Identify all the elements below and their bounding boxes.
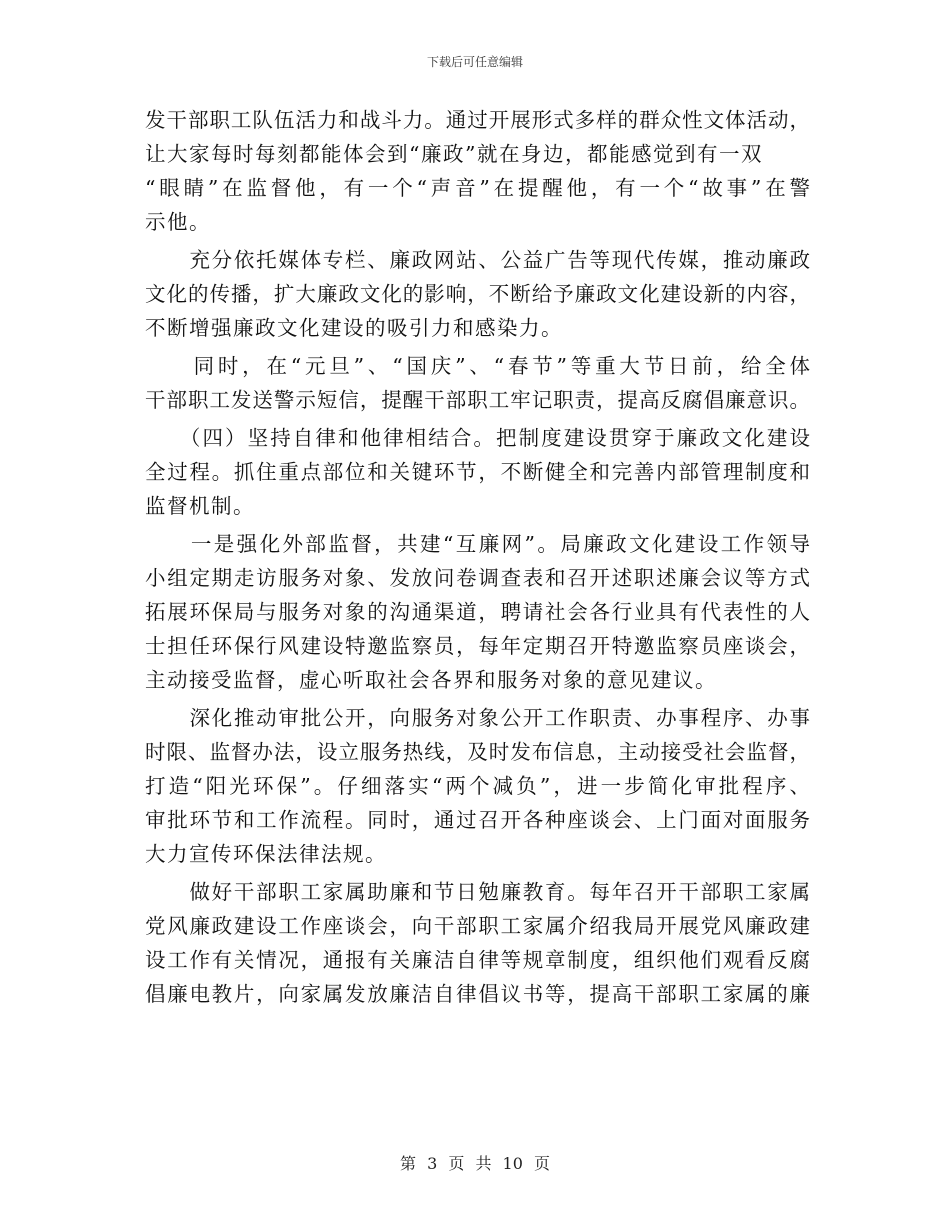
text-line: 时限、监督办法，设立服务热线，及时发布信息，主动接受社会监督， [145, 740, 810, 764]
text-line: 一是强化外部监督，共建“互廉网”。局廉政文化建设工作领导 [145, 532, 810, 556]
text-line: 审批环节和工作流程。同时，通过召开各种座谈会、上门面对面服务 [145, 808, 810, 832]
text-line: 党风廉政建设工作座谈会，向干部职工家属介绍我局开展党风廉政建 [145, 914, 810, 938]
text-line: 监督机制。 [145, 494, 255, 518]
text-line: 发干部职工队伍活力和战斗力。通过开展形式多样的群众性文体活动， [145, 108, 810, 132]
text-line: 示他。 [145, 210, 211, 234]
text-line: 充分依托媒体专栏、廉政网站、公益广告等现代传媒，推动廉政 [145, 248, 810, 272]
text-line: 士担任环保行风建设特邀监察员，每年定期召开特邀监察员座谈会， [145, 634, 810, 658]
text-line: 文化的传播，扩大廉政文化的影响，不断给予廉政文化建设新的内容， [145, 282, 810, 306]
text-line: 小组定期走访服务对象、发放问卷调查表和召开述职述廉会议等方式 [145, 566, 810, 590]
paragraph [145, 243, 810, 345]
text-line: 让大家每时每刻都能体会到“廉政”就在身边，都能感觉到有一双 [145, 142, 763, 166]
paragraph [145, 349, 810, 417]
text-line: 主动接受监督，虚心听取社会各界和服务对象的意见建议。 [145, 668, 717, 692]
text-line: 做好干部职工家属助廉和节日勉廉教育。每年召开干部职工家属 [145, 880, 810, 904]
text-line: 倡廉电教片，向家属发放廉洁自律倡议书等，提高干部职工家属的廉 [145, 982, 810, 1006]
paragraph [145, 421, 810, 523]
text-line: 打造“阳光环保”。仔细落实“两个减负”，进一步简化审批程序、 [145, 774, 810, 798]
text-line: 设工作有关情况，通报有关廉洁自律等规章制度，组织他们观看反腐 [145, 948, 810, 972]
text-line: 拓展环保局与服务对象的沟通渠道，聘请社会各行业具有代表性的人 [145, 600, 810, 624]
page-header: 下载后可任意编辑 [426, 55, 523, 69]
text-line: 大力宣传环保法律法规。 [145, 842, 387, 866]
text-line: 全过程。抓住重点部位和关键环节，不断健全和完善内部管理制度和 [145, 460, 810, 484]
document-body [145, 103, 810, 1011]
text-line: 不断增强廉政文化建设的吸引力和感染力。 [145, 316, 563, 340]
text-line: 干部职工发送警示短信，提醒干部职工牢记职责，提高反腐倡廉意识。 [145, 388, 810, 412]
text-line: “眼睛”在监督他，有一个“声音”在提醒他，有一个“故事”在警 [145, 176, 810, 200]
text-line: 深化推动审批公开，向服务对象公开工作职责、办事程序、办事 [145, 706, 810, 730]
text-line: 同时，在“元旦”、“国庆”、“春节”等重大节日前，给全体 [145, 354, 810, 378]
text-line: （四）坚持自律和他律相结合。把制度建设贯穿于廉政文化建设 [145, 426, 810, 450]
paragraph [145, 103, 810, 239]
paragraph [145, 701, 810, 871]
page-number-footer: 第 3 页 共 10 页 [400, 1154, 550, 1173]
paragraph [145, 527, 810, 697]
paragraph [145, 875, 810, 1011]
